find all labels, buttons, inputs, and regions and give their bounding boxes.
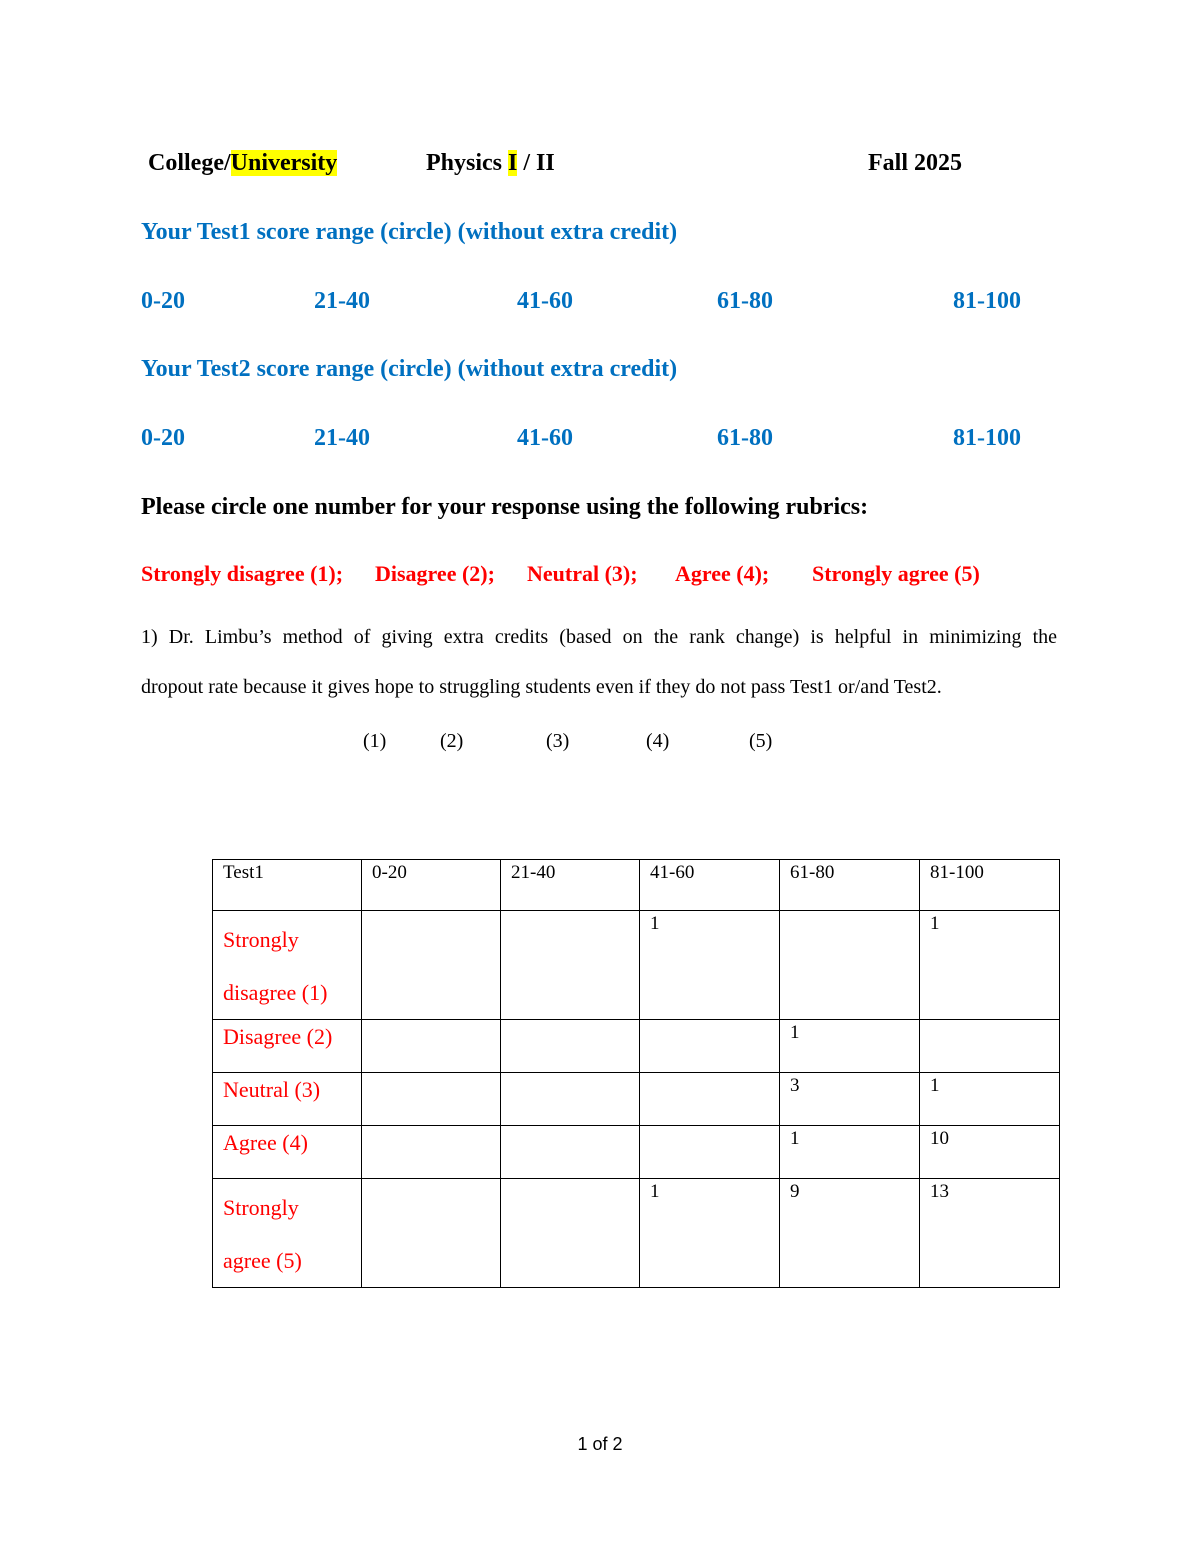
test1-range-3: 41-60 <box>517 288 573 314</box>
row-label-neutral: Neutral (3) <box>213 1073 362 1126</box>
question-1 <box>141 612 1057 712</box>
rubric-option-3: Neutral (3); <box>527 561 638 586</box>
table-cell: 10 <box>920 1126 1060 1179</box>
table-cell: 1 <box>920 911 1060 1020</box>
table-cell <box>640 1126 780 1179</box>
choice-4[interactable]: (4) <box>646 730 670 752</box>
row-label-line: agree (5) <box>223 1248 302 1273</box>
table-cell: 9 <box>780 1179 920 1288</box>
table-cell <box>780 911 920 1020</box>
table-cell <box>501 1073 640 1126</box>
results-table <box>212 859 1060 1288</box>
test1-range-4: 61-80 <box>717 288 773 314</box>
table-cell <box>362 911 501 1020</box>
question-1-line-2: dropout rate because it gives hope to struggling students even if they do not pass Test1 or/and Test2. <box>141 676 942 698</box>
test1-range-1: 0-20 <box>141 288 185 314</box>
table-row <box>213 1126 1060 1179</box>
table-cell: 13 <box>920 1179 1060 1288</box>
table-cell: 1 <box>640 911 780 1020</box>
test1-range-5: 81-100 <box>953 288 1021 314</box>
choice-2[interactable]: (2) <box>440 730 464 752</box>
choice-3[interactable]: (3) <box>546 730 570 752</box>
table-header-row <box>213 860 1060 911</box>
college-text: College/ <box>148 150 231 176</box>
table-cell <box>640 1073 780 1126</box>
table-cell <box>362 1020 501 1073</box>
physics-course-label <box>426 150 555 177</box>
header-cell-41-60: 41-60 <box>640 860 780 911</box>
physics-ii-text: / II <box>517 150 555 176</box>
test2-range-2: 21-40 <box>314 425 370 451</box>
question-1-line-1: 1) Dr. Limbu’s method of giving extra credits (based on the rank change) is helpful in minimizing the <box>141 626 1057 648</box>
table-cell <box>362 1126 501 1179</box>
row-label-strongly-agree <box>213 1179 362 1288</box>
test2-range-4: 61-80 <box>717 425 773 451</box>
term-label: Fall 2025 <box>868 150 962 176</box>
row-label-line: Strongly <box>223 927 299 952</box>
choice-5[interactable]: (5) <box>749 730 773 752</box>
row-label-line: Strongly <box>223 1195 299 1220</box>
rubric-option-1: Strongly disagree (1); <box>141 561 344 586</box>
test2-range-3: 41-60 <box>517 425 573 451</box>
test1-title: Your Test1 score range (circle) (without extra credit) <box>141 219 678 245</box>
header-cell-0-20: 0-20 <box>362 860 501 911</box>
table-cell <box>501 1126 640 1179</box>
test2-title: Your Test2 score range (circle) (without extra credit) <box>141 356 678 382</box>
header-cell-81-100: 81-100 <box>920 860 1060 911</box>
table-cell: 1 <box>780 1020 920 1073</box>
test1-range-2: 21-40 <box>314 288 370 314</box>
table-row <box>213 1020 1060 1073</box>
table-cell <box>640 1020 780 1073</box>
test2-range-1: 0-20 <box>141 425 185 451</box>
rubric-option-2: Disagree (2); <box>375 561 495 586</box>
rubric-option-4: Agree (4); <box>675 561 770 586</box>
page-number: 1 of 2 <box>577 1434 623 1454</box>
row-label-agree: Agree (4) <box>213 1126 362 1179</box>
university-highlighted: University <box>230 150 338 176</box>
table-row <box>213 911 1060 1020</box>
table-cell <box>362 1179 501 1288</box>
table-row <box>213 1073 1060 1126</box>
header-cell-21-40: 21-40 <box>501 860 640 911</box>
table-cell: 1 <box>920 1073 1060 1126</box>
table-cell <box>501 911 640 1020</box>
row-label-line: disagree (1) <box>223 980 328 1005</box>
table-row <box>213 1179 1060 1288</box>
test2-range-5: 81-100 <box>953 425 1021 451</box>
table-cell <box>501 1179 640 1288</box>
table-cell <box>501 1020 640 1073</box>
table-cell: 1 <box>640 1179 780 1288</box>
row-label-strongly-disagree <box>213 911 362 1020</box>
row-label-disagree: Disagree (2) <box>213 1020 362 1073</box>
rubric-option-5: Strongly agree (5) <box>812 561 980 586</box>
table-cell: 3 <box>780 1073 920 1126</box>
physics-text: Physics <box>426 150 509 176</box>
college-university-label <box>148 150 337 177</box>
choice-1[interactable]: (1) <box>363 730 387 752</box>
header-cell-test1: Test1 <box>213 860 362 911</box>
table-cell <box>920 1020 1060 1073</box>
rubric-instructions: Please circle one number for your response using the following rubrics: <box>141 494 869 520</box>
header-cell-61-80: 61-80 <box>780 860 920 911</box>
physics-i-highlighted: I <box>508 150 518 176</box>
table-cell: 1 <box>780 1126 920 1179</box>
table-cell <box>362 1073 501 1126</box>
